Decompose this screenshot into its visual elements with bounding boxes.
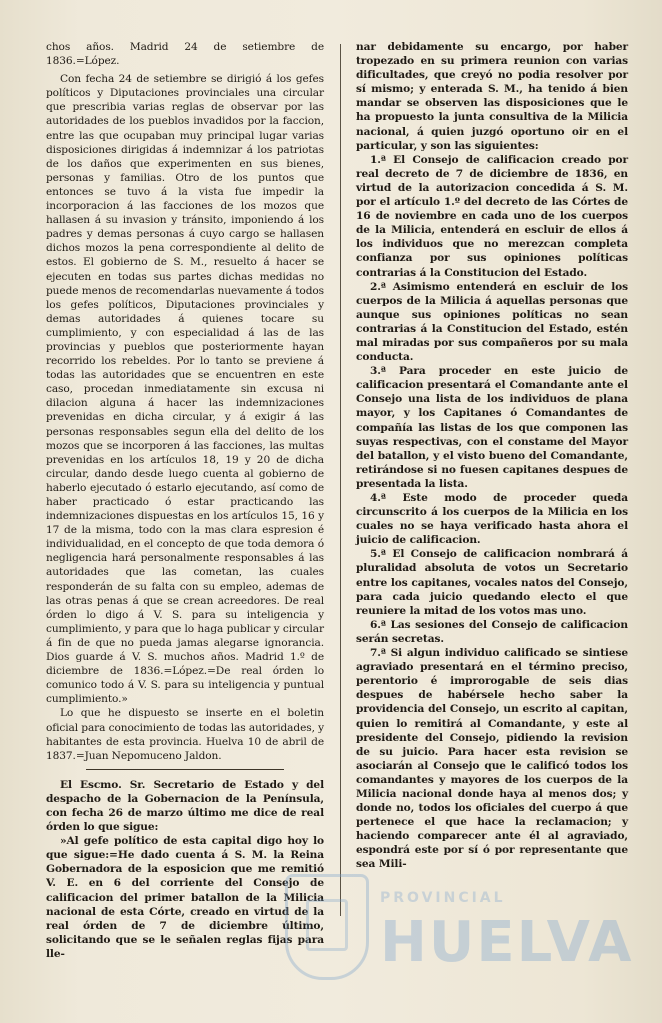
paragraph: 7.ª Si algun individuo calificado se sintiese agraviado presentará en el término preciso, perentorio é improrogable de seis dias despues de habérsele hecho saber la providencia del Consejo, un escrito al capitan, quien lo remitirá al Comandante, y este al presidente del Consejo, pidiendo la revision de su juicio. Para hacer esta revision se asociarán al Consejo que le calificó todos los comandantes y mayores de los cuerpos de la Milicia nacional donde haya al menos dos; y donde no, todos los oficiales del cuerpo á que pertenece el que hace la reclamacion; y haciendo comparecer ante él al agraviado, espondrá este por sí ó por representante que sea Mili-	[356, 647, 628, 871]
paragraph: chos años. Madrid 24 de setiembre de 1836.=López.	[46, 41, 324, 68]
left-column	[46, 40, 324, 961]
paragraph: Lo que he dispuesto se inserte en el boletin oficial para conocimiento de todas las autoridades, y habitantes de esta provincia. Huelva 10 de abril de 1837.=Juan Nepomuceno Jaldon.	[46, 707, 324, 762]
paragraph: nar debidamente su encargo, por haber tropezado en su primera reunion con varias dificultades, que creyó no podia resolver por sí mismo; y enterada S. M., ha tenido á bien mandar se observen las disposiciones que le ha propuesto la junta consultiva de la Milicia nacional, á quien juzgó oportuno oir en el particular, y son las siguientes:	[356, 41, 628, 152]
paragraph: 3.ª Para proceder en este juicio de calificacion presentará el Comandante ante el Consejo una lista de los individuos de plana mayor, y los Capitanes ó Comandantes de compañía las listas de los que componen las suyas respectivas, con el constame del Mayor del batallon, y el visto bueno del Comandante, retirándose si no fuesen capitanes despues de presentada la lista.	[356, 365, 628, 490]
right-column	[356, 40, 628, 872]
watermark-small-text: PROVINCIAL	[380, 890, 506, 906]
paragraph: El Escmo. Sr. Secretario de Estado y del despacho de la Gobernacion de la Península, con fecha 26 de marzo último me dice de real órden lo que sigue:	[46, 778, 324, 834]
paragraph: »Al gefe político de esta capital digo hoy lo que sigue:=He dado cuenta á S. M. la Reina Gobernadora de la esposicion que me remitió V. E. en 6 del corriente del Consejo de calificacion del primer batallon de la Milicia nacional de esta Córte, creado en virtud de la real órden de 7 de diciembre último, solicitando que se le señalen reglas fijas para lle-	[46, 835, 324, 960]
paragraph: 1.ª El Consejo de calificacion creado por real decreto de 7 de diciembre de 1836, en virtud de la autorizacion concedida á S. M. por el artículo 1.º del decreto de las Córtes de 16 de noviembre en cada uno de los cuerpos de la Milicia, entenderá en escluir de ellos á los individuos que no merezcan completa confianza por sus opiniones políticas contrarias á la Constitucion del Estado.	[356, 153, 628, 279]
watermark-big-text: HUELVA	[380, 910, 634, 975]
section-divider	[86, 769, 284, 770]
paragraph: 5.ª El Consejo de calificacion nombrará á pluralidad absoluta de votos un Secretario entre los capitanes, vocales natos del Consejo, para cada juicio quedando electo el que reuniere la mitad de los votos mas uno.	[356, 548, 628, 617]
column-divider	[340, 44, 341, 916]
watermark-shield-icon	[285, 874, 369, 980]
paragraph: Con fecha 24 de setiembre se dirigió á los gefes políticos y Diputaciones provinciales una circular que prescribia varias reglas de observar por las autoridades de los pueblos invadidos por la faccion, entre las que ocupaban muy principal lugar varias disposiciones dirigidas á indemnizar á los patriotas de los daños que experimenten en sus bienes, personas y familias. Otro de los puntos que entonces se tuvo á la vista fue impedir la incorporacion á las facciones de los mozos que hallasen á su invasion y tránsito, imponiendo á los padres y demas personas á cuyo cargo se hallasen dichos mozos la pena correspondiente al delito de estos. El gobierno de S. M., resuelto á hacer se ejecuten en todas sus partes dichas medidas no puede menos de recomendarlas nuevamente á todos los gefes políticos, Diputaciones provinciales y demas autoridades á quienes tocare su cumplimiento, y con especialidad á las de las provincias y pueblos que posteriormente hayan recorrido los rebeldes. Por lo tanto se previene á todas las autoridades que se encuentren en este caso, procedan inmediatamente sin excusa ni dilacion alguna á hacer las indemnizaciones prevenidas en dicha circular, y á exigir á las personas responsables segun ella del delito de los mozos que se incorporen á las facciones, las multas prevenidas en los artículos 18, 19 y 20 de dicha circular, dando desde luego cuenta al gobierno de haberlo ejecutado ó estarlo ejecutando, así como de haber practicado ó estar practicando las indemnizaciones dispuestas en los artículos 15, 16 y 17 de la misma, todo con la mas clara espresion é individualidad, en el concepto de que toda demora ó negligencia hará personalmente responsables á las autoridades que las cometan, las cuales responderán de su falta con su empleo, ademas de las otras penas á que se crean acreedores. De real órden lo digo á V. S. para su inteligencia y cumplimiento, y para que lo haga publicar y circular á fin de que no pueda jamas alegarse ignorancia. Dios guarde á V. S. muchos años. Madrid 1.º de diciembre de 1836.=López.=De real órden lo comunico todo á V. S. para su inteligencia y puntual cumplimiento.»	[46, 73, 324, 706]
paragraph: 4.ª Este modo de proceder queda circunscrito á los cuerpos de la Milicia en los cuales no se haya verificado hasta ahora el juicio de calificacion.	[356, 492, 628, 547]
watermark	[285, 870, 655, 990]
paragraph: 2.ª Asimismo entenderá en escluir de los cuerpos de la Milicia á aquellas personas que aunque sus opiniones políticas no sean contrarias á la Constitucion del Estado, estén mal miradas por sus compañeros por su mala conducta.	[356, 280, 628, 364]
paragraph: 6.ª Las sesiones del Consejo de calificacion serán secretas.	[356, 618, 628, 645]
